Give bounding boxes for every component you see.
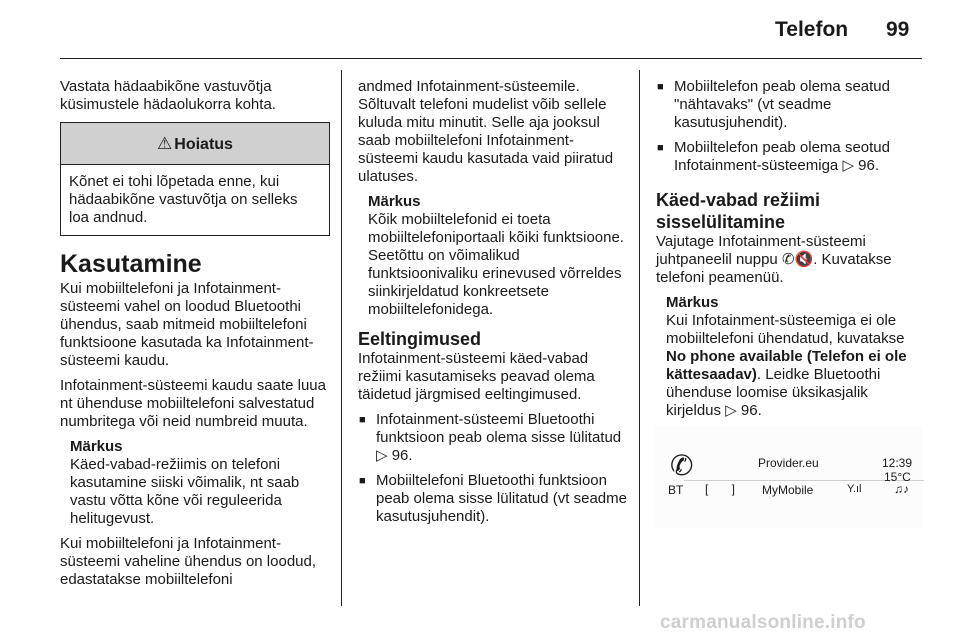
list-item: ■ Mobiiltelefoni Bluetoothi funktsioon peab olema sisse lülitatud (vt seadme kasutusjuhendit). xyxy=(358,472,628,526)
screen-bt-label: BT xyxy=(668,483,684,497)
header-divider xyxy=(60,58,922,59)
watermark: carmanualsonline.info xyxy=(660,612,866,633)
page-ref-link[interactable]: 96. xyxy=(858,157,880,174)
paragraph: Kui mobiiltelefoni ja Infotainment-süsteemi vaheline ühendus on loodud, edastatakse mobiiltelefoni xyxy=(60,535,317,588)
paragraph: Infotainment-süsteemi käed-vabad režiimi kasutamiseks peavad olema täidetud järgmised eeltingimused. xyxy=(358,350,595,403)
paragraph-text: . Kuvatakse telefoni peamenüü. xyxy=(656,251,892,286)
handset-icon: ✆ xyxy=(670,450,694,481)
signal-strength-icon: Y.ıl xyxy=(847,483,862,495)
note-title: Märkus xyxy=(70,438,123,455)
note-bold-text: No phone available (Telefon ei ole kättesaadav) xyxy=(666,348,907,383)
note-text: Kui Infotainment-süsteemiga ei ole mobiiltelefoni ühendatud, kuvatakse xyxy=(666,312,905,347)
note-block xyxy=(656,294,926,420)
heading-line: sisselülitamine xyxy=(656,212,786,232)
note-text: . Leidke Bluetoothi ühenduse loomise üksikasjalik kirjeldus xyxy=(666,366,881,419)
page-ref-arrow-icon: ▷ xyxy=(842,157,854,174)
paragraph xyxy=(656,233,926,287)
paragraph: Kui mobiiltelefoni ja Infotainment-süsteemi vahel on loodud Bluetoothi ühendus, saab mitmeid mobiiltelefoni funktsioone kasutada ka Infotainment-süsteemi kaudu. xyxy=(60,280,314,369)
screen-time: 12:39 xyxy=(882,456,913,470)
paragraph: Infotainment-süsteemi kaudu saate luua nt ühenduse mobiiltelefoni salvestatud numbritega või neid numbreid muuta. xyxy=(60,377,326,430)
screen-brackets: [ ] xyxy=(705,482,746,496)
mute-phone-icon: 🔇 xyxy=(794,251,814,268)
warning-title: Hoiatus xyxy=(174,136,233,153)
note-body xyxy=(666,312,926,420)
list-item-text: Infotainment-süsteemi Bluetoothi funktsioon peab olema sisse lülitatud xyxy=(376,411,622,446)
list-item: ■ Mobiiltelefon peab olema seatud "nähtavaks" (vt seadme kasutusjuhendit). xyxy=(656,78,926,132)
column-3 xyxy=(656,78,926,427)
paragraph-text: Vajutage Infotainment-süsteemi juhtpaneelil nuppu xyxy=(656,233,866,268)
screen-temperature: 15°C xyxy=(884,470,911,484)
infotainment-screen-illustration xyxy=(654,426,923,528)
note-block xyxy=(358,193,628,319)
section-heading-eeltingimused: Eeltingimused xyxy=(358,329,482,349)
list-item xyxy=(358,411,628,465)
intro-paragraph: Vastata hädaabikõne vastuvõtja küsimustele hädaolukorra kohta. xyxy=(60,78,276,113)
page-header-title: Telefon xyxy=(775,18,849,41)
page-number: 99 xyxy=(886,18,910,41)
warning-triangle-icon: ⚠ xyxy=(157,134,173,153)
list-item-text: Mobiiltelefon peab olema seotud Infotainment-süsteemiga xyxy=(674,139,890,174)
section-heading-kaed-vabad xyxy=(656,189,926,233)
note-title: Märkus xyxy=(666,294,719,311)
paragraph: andmed Infotainment-süsteemile. Sõltuvalt telefoni mudelist võib sellele kuluda mitu minutit. Selle aja jooksul saab mobiiltelefoni Infotainment-süsteemi kaudu kasutada vaid piiratud ulatuses. xyxy=(358,78,614,185)
column-2 xyxy=(358,78,628,533)
warning-body: Kõnet ei tohi lõpetada enne, kui hädaabikõne vastuvõtja on selleks loa andnud. xyxy=(69,173,298,226)
column-divider-2 xyxy=(639,70,640,606)
list-item xyxy=(656,139,926,175)
column-divider-1 xyxy=(341,70,342,606)
warning-header xyxy=(61,123,329,165)
page-ref-arrow-icon: ▷ xyxy=(725,402,737,419)
note-block xyxy=(60,438,330,528)
page-ref-arrow-icon: ▷ xyxy=(376,447,388,464)
screen-provider: Provider.eu xyxy=(758,456,819,470)
phone-button-icon: ✆ xyxy=(781,251,795,268)
column-1 xyxy=(60,78,330,596)
screen-device-name: MyMobile xyxy=(762,483,814,497)
heading-line: Käed-vabad režiimi xyxy=(656,190,821,210)
note-body: Käed-vabad-režiimis on telefoni kasutamine siiski võimalik, nt saab vastu võtta kõne või reguleerida helitugevust. xyxy=(70,456,300,527)
section-heading-kasutamine: Kasutamine xyxy=(60,250,202,278)
warning-box xyxy=(60,122,330,236)
note-body: Kõik mobiiltelefonid ei toeta mobiiltelefoniportaali kõiki funktsioone. Seetõttu on võimalikud funktsioonivaliku erinevused võrreldes siinkirjeldatud konkreetsete mobiiltelefonidega. xyxy=(368,211,624,318)
audio-icon: ♫♪ xyxy=(894,482,909,496)
page-ref-link[interactable]: 96. xyxy=(391,447,413,464)
note-title: Märkus xyxy=(368,193,421,210)
page-ref-link[interactable]: 96. xyxy=(740,402,762,419)
